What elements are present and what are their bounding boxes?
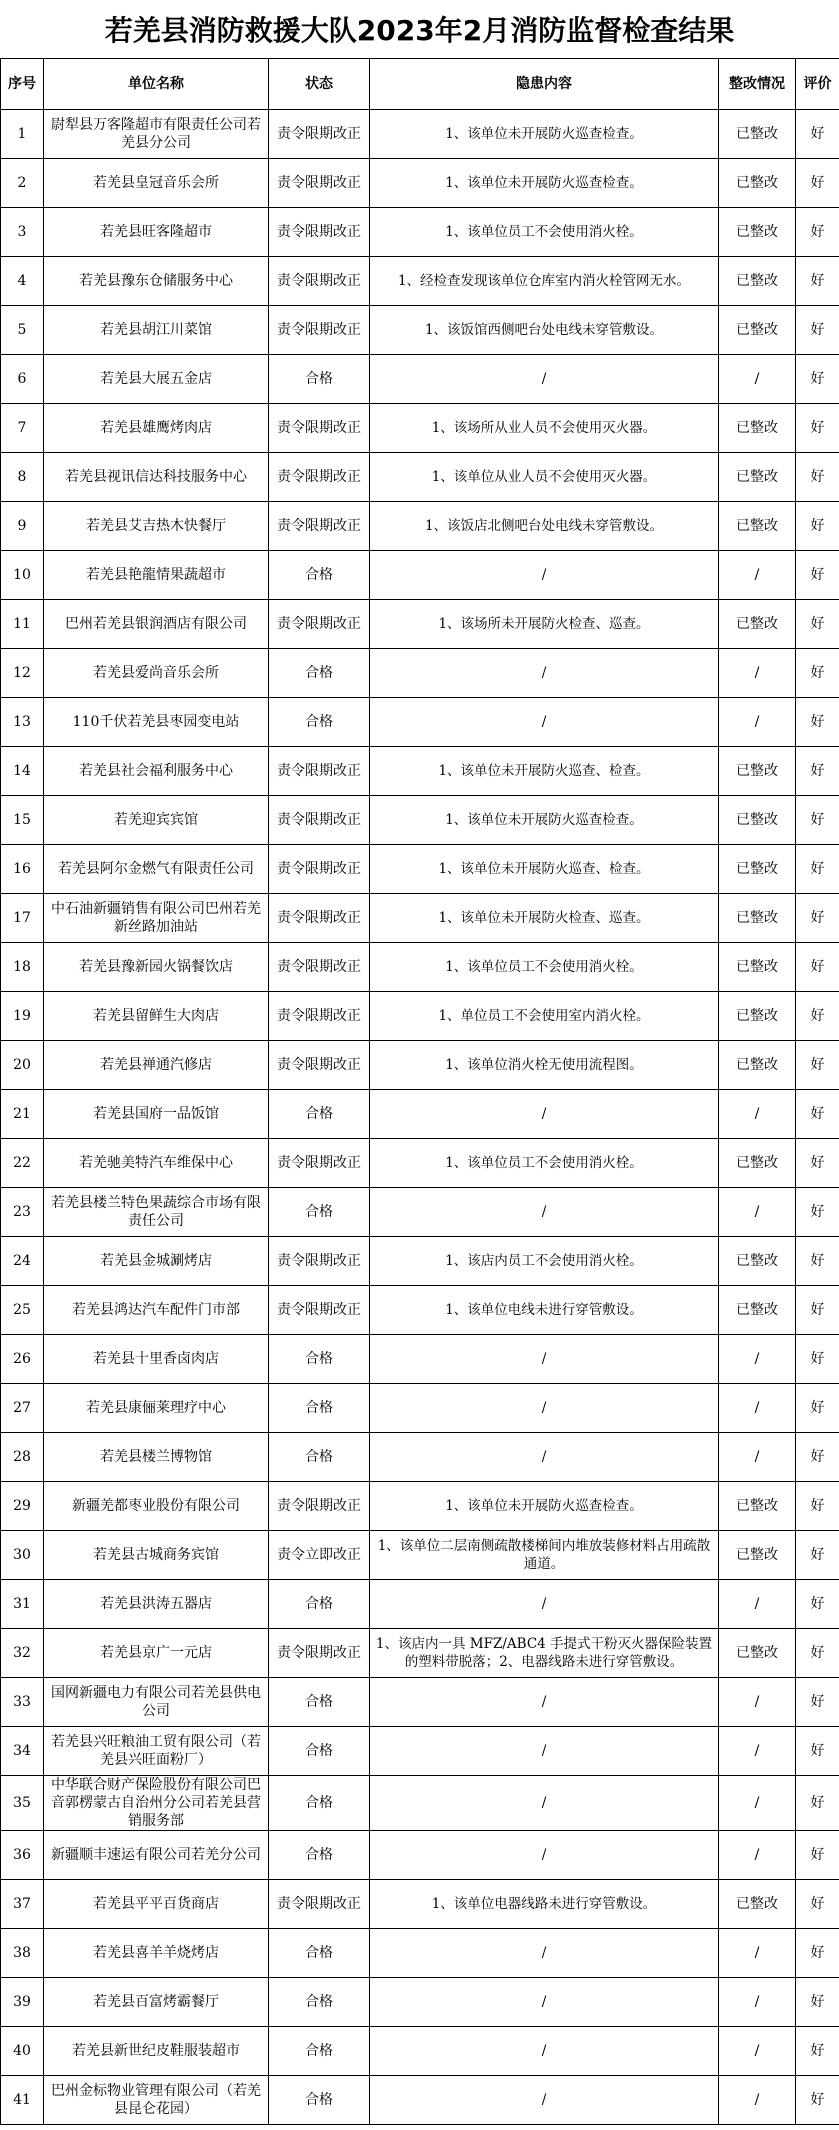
rectification-status: 已整改 (719, 845, 796, 894)
unit-name: 若羌县洪涛五器店 (44, 1580, 269, 1629)
unit-name: 若羌县视讯信达科技服务中心 (44, 453, 269, 502)
status: 责令限期改正 (269, 894, 370, 943)
unit-name: 巴州金标物业管理有限公司（若羌县昆仑花园） (44, 2076, 269, 2125)
table-row (1, 698, 839, 747)
table-row (1, 257, 839, 306)
rectification-status: 已整改 (719, 1482, 796, 1531)
table-row (1, 355, 839, 404)
status: 责令限期改正 (269, 257, 370, 306)
hazard-content: / (370, 2076, 719, 2125)
table-row (1, 453, 839, 502)
evaluation: 好 (796, 453, 839, 502)
evaluation: 好 (796, 698, 839, 747)
unit-name: 若羌县雄鹰烤肉店 (44, 404, 269, 453)
hazard-content: 1、该单位未开展防火巡查检查。 (370, 796, 719, 845)
rectification-status: / (719, 1678, 796, 1727)
row-number: 2 (1, 159, 44, 208)
table-row (1, 1929, 839, 1978)
status: 合格 (269, 698, 370, 747)
row-number: 27 (1, 1384, 44, 1433)
table-header-row (1, 59, 839, 110)
row-number: 13 (1, 698, 44, 747)
unit-name: 若羌县平平百货商店 (44, 1880, 269, 1929)
evaluation: 好 (796, 943, 839, 992)
unit-name: 若羌县楼兰特色果蔬综合市场有限责任公司 (44, 1188, 269, 1237)
row-number: 24 (1, 1237, 44, 1286)
evaluation: 好 (796, 257, 839, 306)
evaluation: 好 (796, 1727, 839, 1776)
evaluation: 好 (796, 649, 839, 698)
row-number: 19 (1, 992, 44, 1041)
row-number: 18 (1, 943, 44, 992)
status: 责令限期改正 (269, 159, 370, 208)
status: 责令限期改正 (269, 1286, 370, 1335)
unit-name: 若羌县留鲜生大肉店 (44, 992, 269, 1041)
rectification-status: 已整改 (719, 943, 796, 992)
evaluation: 好 (796, 894, 839, 943)
hazard-content: 1、该店内一具 MFZ/ABC4 手提式干粉灭火器保险装置的塑料带脱落；2、电器线路未进行穿管敷设。 (370, 1629, 719, 1678)
hazard-content: / (370, 551, 719, 600)
unit-name: 若羌县阿尔金燃气有限责任公司 (44, 845, 269, 894)
hazard-content: 1、该单位二层南侧疏散楼梯间内堆放装修材料占用疏散通道。 (370, 1531, 719, 1580)
unit-name: 若羌县禅通汽修店 (44, 1041, 269, 1090)
table-row (1, 159, 839, 208)
status: 责令限期改正 (269, 600, 370, 649)
hazard-content: 1、经检查发现该单位仓库室内消火栓管网无水。 (370, 257, 719, 306)
row-number: 36 (1, 1831, 44, 1880)
row-number: 40 (1, 2027, 44, 2076)
inspection-results-table (0, 58, 839, 2125)
unit-name: 若羌县古城商务宾馆 (44, 1531, 269, 1580)
status: 责令限期改正 (269, 110, 370, 159)
rectification-status: / (719, 355, 796, 404)
status: 合格 (269, 1831, 370, 1880)
hazard-content: 1、该单位未开展防火巡查检查。 (370, 1482, 719, 1531)
header-rectification: 整改情况 (719, 59, 796, 110)
table-row (1, 1831, 839, 1880)
unit-name: 若羌县艳龍情果蔬超市 (44, 551, 269, 600)
table-body (1, 110, 839, 2125)
table-row (1, 1041, 839, 1090)
hazard-content: 1、该单位未开展防火巡查、检查。 (370, 747, 719, 796)
status: 责令限期改正 (269, 1139, 370, 1188)
header-no: 序号 (1, 59, 44, 110)
rectification-status: / (719, 649, 796, 698)
rectification-status: 已整改 (719, 404, 796, 453)
table-row (1, 1880, 839, 1929)
table-row (1, 845, 839, 894)
row-number: 32 (1, 1629, 44, 1678)
hazard-content: / (370, 1580, 719, 1629)
hazard-content: 1、该店内员工不会使用消火栓。 (370, 1237, 719, 1286)
hazard-content: 1、该饭馆西侧吧台处电线未穿管敷设。 (370, 306, 719, 355)
unit-name: 若羌迎宾宾馆 (44, 796, 269, 845)
hazard-content: 1、该场所未开展防火检查、巡查。 (370, 600, 719, 649)
table-row (1, 306, 839, 355)
rectification-status: / (719, 1580, 796, 1629)
table-row (1, 502, 839, 551)
evaluation: 好 (796, 1335, 839, 1384)
hazard-content: / (370, 355, 719, 404)
row-number: 25 (1, 1286, 44, 1335)
unit-name: 尉犁县万客隆超市有限责任公司若羌县分公司 (44, 110, 269, 159)
hazard-content: 1、该单位员工不会使用消火栓。 (370, 943, 719, 992)
evaluation: 好 (796, 502, 839, 551)
unit-name: 若羌县胡江川菜馆 (44, 306, 269, 355)
rectification-status: / (719, 1929, 796, 1978)
status: 责令限期改正 (269, 845, 370, 894)
table-row (1, 649, 839, 698)
row-number: 33 (1, 1678, 44, 1727)
table-row (1, 1433, 839, 1482)
evaluation: 好 (796, 1237, 839, 1286)
hazard-content: 1、该单位未开展防火检查、巡查。 (370, 894, 719, 943)
table-row (1, 1531, 839, 1580)
evaluation: 好 (796, 2027, 839, 2076)
rectification-status: / (719, 1727, 796, 1776)
row-number: 4 (1, 257, 44, 306)
unit-name: 若羌县豫新园火锅餐饮店 (44, 943, 269, 992)
evaluation: 好 (796, 1384, 839, 1433)
table-row (1, 1139, 839, 1188)
hazard-content: 1、该单位未开展防火巡查检查。 (370, 159, 719, 208)
table-row (1, 1384, 839, 1433)
evaluation: 好 (796, 2076, 839, 2125)
status: 责令限期改正 (269, 1880, 370, 1929)
status: 责令限期改正 (269, 1041, 370, 1090)
rectification-status: / (719, 1776, 796, 1831)
status: 合格 (269, 551, 370, 600)
rectification-status: 已整改 (719, 992, 796, 1041)
rectification-status: 已整改 (719, 257, 796, 306)
hazard-content: / (370, 1727, 719, 1776)
table-row (1, 2076, 839, 2125)
hazard-content: / (370, 1335, 719, 1384)
unit-name: 若羌县京广一元店 (44, 1629, 269, 1678)
table-row (1, 1580, 839, 1629)
rectification-status: / (719, 551, 796, 600)
table-row (1, 992, 839, 1041)
evaluation: 好 (796, 1188, 839, 1237)
evaluation: 好 (796, 1531, 839, 1580)
unit-name: 若羌驰美特汽车维保中心 (44, 1139, 269, 1188)
rectification-status: 已整改 (719, 1139, 796, 1188)
rectification-status: 已整改 (719, 796, 796, 845)
unit-name: 若羌县国府一品饭馆 (44, 1090, 269, 1139)
unit-name: 若羌县楼兰博物馆 (44, 1433, 269, 1482)
hazard-content: / (370, 1929, 719, 1978)
status: 责令限期改正 (269, 1237, 370, 1286)
evaluation: 好 (796, 1629, 839, 1678)
evaluation: 好 (796, 992, 839, 1041)
hazard-content: / (370, 1090, 719, 1139)
hazard-content: 1、该单位员工不会使用消火栓。 (370, 1139, 719, 1188)
rectification-status: / (719, 1188, 796, 1237)
evaluation: 好 (796, 1831, 839, 1880)
page-title: 若羌县消防救援大队2023年2月消防监督检查结果 (104, 14, 735, 47)
rectification-status: 已整改 (719, 208, 796, 257)
table-row (1, 2027, 839, 2076)
evaluation: 好 (796, 1286, 839, 1335)
evaluation: 好 (796, 1580, 839, 1629)
evaluation: 好 (796, 796, 839, 845)
row-number: 30 (1, 1531, 44, 1580)
table-row (1, 943, 839, 992)
status: 责令限期改正 (269, 453, 370, 502)
table-row (1, 796, 839, 845)
status: 责令限期改正 (269, 502, 370, 551)
table-row (1, 110, 839, 159)
status: 责令限期改正 (269, 943, 370, 992)
rectification-status: / (719, 698, 796, 747)
evaluation: 好 (796, 1978, 839, 2027)
rectification-status: 已整改 (719, 1629, 796, 1678)
row-number: 29 (1, 1482, 44, 1531)
status: 合格 (269, 1678, 370, 1727)
hazard-content: 1、该单位员工不会使用消火栓。 (370, 208, 719, 257)
evaluation: 好 (796, 1433, 839, 1482)
table-row (1, 1727, 839, 1776)
status: 合格 (269, 1978, 370, 2027)
hazard-content: 1、该单位未开展防火巡查检查。 (370, 110, 719, 159)
unit-name: 国网新疆电力有限公司若羌县供电公司 (44, 1678, 269, 1727)
status: 责令限期改正 (269, 747, 370, 796)
unit-name: 中石油新疆销售有限公司巴州若羌新丝路加油站 (44, 894, 269, 943)
unit-name: 若羌县金城涮烤店 (44, 1237, 269, 1286)
hazard-content: 1、该单位电器线路未进行穿管敷设。 (370, 1880, 719, 1929)
rectification-status: 已整改 (719, 1531, 796, 1580)
row-number: 22 (1, 1139, 44, 1188)
row-number: 3 (1, 208, 44, 257)
unit-name: 若羌县喜羊羊烧烤店 (44, 1929, 269, 1978)
unit-name: 新疆顺丰速运有限公司若羌分公司 (44, 1831, 269, 1880)
evaluation: 好 (796, 845, 839, 894)
hazard-content: / (370, 1831, 719, 1880)
unit-name: 若羌县旺客隆超市 (44, 208, 269, 257)
status: 责令限期改正 (269, 404, 370, 453)
table-row (1, 208, 839, 257)
hazard-content: / (370, 1678, 719, 1727)
unit-name: 中华联合财产保险股份有限公司巴音郭楞蒙古自治州分公司若羌县营销服务部 (44, 1776, 269, 1831)
rectification-status: 已整改 (719, 159, 796, 208)
table-row (1, 1678, 839, 1727)
row-number: 17 (1, 894, 44, 943)
table-row (1, 1335, 839, 1384)
table-row (1, 551, 839, 600)
evaluation: 好 (796, 551, 839, 600)
evaluation: 好 (796, 1929, 839, 1978)
row-number: 1 (1, 110, 44, 159)
hazard-content: 1、该单位从业人员不会使用灭火器。 (370, 453, 719, 502)
row-number: 6 (1, 355, 44, 404)
table-row (1, 600, 839, 649)
rectification-status: 已整改 (719, 1041, 796, 1090)
rectification-status: 已整改 (719, 502, 796, 551)
row-number: 8 (1, 453, 44, 502)
status: 合格 (269, 2027, 370, 2076)
evaluation: 好 (796, 600, 839, 649)
status: 合格 (269, 1188, 370, 1237)
table-row (1, 1090, 839, 1139)
unit-name: 若羌县艾吉热木快餐厅 (44, 502, 269, 551)
row-number: 34 (1, 1727, 44, 1776)
row-number: 35 (1, 1776, 44, 1831)
hazard-content: / (370, 1188, 719, 1237)
evaluation: 好 (796, 1880, 839, 1929)
table-row (1, 1482, 839, 1531)
hazard-content: 1、该饭店北侧吧台处电线未穿管敷设。 (370, 502, 719, 551)
evaluation: 好 (796, 747, 839, 796)
rectification-status: 已整改 (719, 747, 796, 796)
unit-name: 新疆羌都枣业股份有限公司 (44, 1482, 269, 1531)
rectification-status: 已整改 (719, 110, 796, 159)
rectification-status: / (719, 1090, 796, 1139)
hazard-content: / (370, 2027, 719, 2076)
row-number: 23 (1, 1188, 44, 1237)
hazard-content: / (370, 698, 719, 747)
evaluation: 好 (796, 404, 839, 453)
status: 责令限期改正 (269, 1482, 370, 1531)
table-row (1, 1776, 839, 1831)
unit-name: 110千伏若羌县枣园变电站 (44, 698, 269, 747)
unit-name: 若羌县康俪莱理疗中心 (44, 1384, 269, 1433)
header-unit-name: 单位名称 (44, 59, 269, 110)
hazard-content: / (370, 649, 719, 698)
rectification-status: 已整改 (719, 1286, 796, 1335)
hazard-content: 1、该单位消火栓无使用流程图。 (370, 1041, 719, 1090)
evaluation: 好 (796, 1482, 839, 1531)
hazard-content: / (370, 1978, 719, 2027)
evaluation: 好 (796, 110, 839, 159)
evaluation: 好 (796, 306, 839, 355)
row-number: 15 (1, 796, 44, 845)
status: 合格 (269, 1090, 370, 1139)
rectification-status: 已整改 (719, 600, 796, 649)
rectification-status: 已整改 (719, 894, 796, 943)
rectification-status: 已整改 (719, 1880, 796, 1929)
evaluation: 好 (796, 159, 839, 208)
row-number: 20 (1, 1041, 44, 1090)
evaluation: 好 (796, 1090, 839, 1139)
row-number: 39 (1, 1978, 44, 2027)
status: 责令限期改正 (269, 1629, 370, 1678)
row-number: 7 (1, 404, 44, 453)
evaluation: 好 (796, 1139, 839, 1188)
row-number: 41 (1, 2076, 44, 2125)
evaluation: 好 (796, 208, 839, 257)
status: 责令立即改正 (269, 1531, 370, 1580)
table-row (1, 1286, 839, 1335)
hazard-content: / (370, 1433, 719, 1482)
hazard-content: / (370, 1384, 719, 1433)
evaluation: 好 (796, 1678, 839, 1727)
unit-name: 若羌县兴旺粮油工贸有限公司（若羌县兴旺面粉厂） (44, 1727, 269, 1776)
hazard-content: 1、该单位未开展防火巡查、检查。 (370, 845, 719, 894)
unit-name: 若羌县社会福利服务中心 (44, 747, 269, 796)
evaluation: 好 (796, 1041, 839, 1090)
status: 责令限期改正 (269, 306, 370, 355)
hazard-content: 1、单位员工不会使用室内消火栓。 (370, 992, 719, 1041)
status: 合格 (269, 1580, 370, 1629)
rectification-status: / (719, 2076, 796, 2125)
status: 责令限期改正 (269, 208, 370, 257)
table-row (1, 1629, 839, 1678)
status: 合格 (269, 1776, 370, 1831)
status: 合格 (269, 1384, 370, 1433)
row-number: 9 (1, 502, 44, 551)
unit-name: 若羌县爱尚音乐会所 (44, 649, 269, 698)
rectification-status: / (719, 1831, 796, 1880)
row-number: 14 (1, 747, 44, 796)
table-row (1, 1188, 839, 1237)
unit-name: 若羌县大展五金店 (44, 355, 269, 404)
header-evaluation: 评价 (796, 59, 839, 110)
rectification-status: / (719, 1384, 796, 1433)
table-row (1, 404, 839, 453)
row-number: 26 (1, 1335, 44, 1384)
unit-name: 巴州若羌县银润酒店有限公司 (44, 600, 269, 649)
row-number: 37 (1, 1880, 44, 1929)
hazard-content: 1、该场所从业人员不会使用灭火器。 (370, 404, 719, 453)
hazard-content: / (370, 1776, 719, 1831)
rectification-status: 已整改 (719, 453, 796, 502)
row-number: 11 (1, 600, 44, 649)
rectification-status: 已整改 (719, 1237, 796, 1286)
status: 合格 (269, 1433, 370, 1482)
row-number: 10 (1, 551, 44, 600)
status: 责令限期改正 (269, 992, 370, 1041)
status: 合格 (269, 1727, 370, 1776)
status: 责令限期改正 (269, 796, 370, 845)
table-row (1, 1237, 839, 1286)
rectification-status: / (719, 1335, 796, 1384)
unit-name: 若羌县皇冠音乐会所 (44, 159, 269, 208)
table-row (1, 894, 839, 943)
unit-name: 若羌县十里香卤肉店 (44, 1335, 269, 1384)
row-number: 21 (1, 1090, 44, 1139)
rectification-status: / (719, 2027, 796, 2076)
unit-name: 若羌县新世纪皮鞋服装超市 (44, 2027, 269, 2076)
row-number: 38 (1, 1929, 44, 1978)
row-number: 12 (1, 649, 44, 698)
status: 合格 (269, 649, 370, 698)
evaluation: 好 (796, 355, 839, 404)
unit-name: 若羌县鸿达汽车配件门市部 (44, 1286, 269, 1335)
table-row (1, 747, 839, 796)
header-status: 状态 (269, 59, 370, 110)
unit-name: 若羌县百富烤霸餐厅 (44, 1978, 269, 2027)
rectification-status: / (719, 1433, 796, 1482)
evaluation: 好 (796, 1776, 839, 1831)
unit-name: 若羌县豫东仓储服务中心 (44, 257, 269, 306)
row-number: 5 (1, 306, 44, 355)
status: 合格 (269, 1929, 370, 1978)
status: 合格 (269, 2076, 370, 2125)
rectification-status: 已整改 (719, 306, 796, 355)
status: 合格 (269, 1335, 370, 1384)
row-number: 16 (1, 845, 44, 894)
rectification-status: / (719, 1978, 796, 2027)
hazard-content: 1、该单位电线未进行穿管敷设。 (370, 1286, 719, 1335)
table-row (1, 1978, 839, 2027)
row-number: 28 (1, 1433, 44, 1482)
row-number: 31 (1, 1580, 44, 1629)
status: 合格 (269, 355, 370, 404)
header-hazard-content: 隐患内容 (370, 59, 719, 110)
